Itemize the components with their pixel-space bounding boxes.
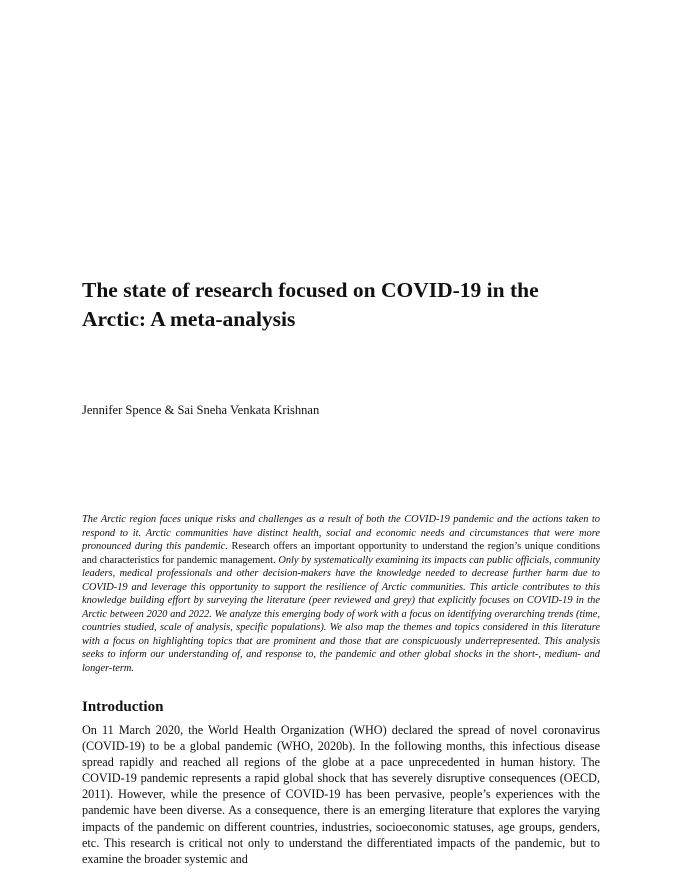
introduction-paragraph: On 11 March 2020, the World Health Organization (WHO) declared the spread of novel coronavirus (COVID-19) to be a global pandemic (WHO, 2020b). In the following months, this infectious disease spread rapidly and reached all regions of the globe at a pace unprecedented in human history. The COVID-19 pandemic represents a rapid global shock that has severely disruptive consequences (OECD, 2011). However, while the presence of COVID-19 has been pervasive, people’s experiences with the pandemic have been diverse. As a consequence, there is an emerging literature that explores the varying impacts of the pandemic on different countries, industries, socioeconomic statuses, age groups, genders, etc. This research is critical not only to understand the differentiated impacts of the pandemic, but to examine the broader systemic and — [82, 723, 600, 866]
paper-title: The state of research focused on COVID-19 in the Arctic: A meta-analysis — [82, 278, 539, 331]
introduction-heading: Introduction — [82, 699, 164, 715]
abstract-part-3: Only by systematically examining its impacts can public officials, community leaders, medical professionals and other decision-makers have the knowledge needed to decrease further harm due to COVID-19 and leverage this opportunity to support the resilience of Arctic communities. This article contributes to this knowledge building effort by surveying the literature (peer reviewed and grey) that explicitly focuses on COVID-19 in the Arctic between 2020 and 2022. We analyze this emerging body of work with a focus on identifying overarching trends (time, countries studied, scale of analysis, specific populations). We also map the themes and topics considered in this literature with a focus on highlighting topics that are prominent and those that are conspicuously underrepresented. This analysis seeks to inform our understanding of, and response to, the pandemic and other global shocks in the short-, medium- and longer-term. — [82, 554, 600, 674]
abstract-part-2: Research offers an important opportunity to understand the region’s unique conditions and characteristics for pandemic management. — [82, 541, 600, 566]
abstract-part-1: The Arctic region faces unique risks and challenges as a result of both the COVID-19 pandemic and the actions taken to respond to it. Arctic communities have distinct health, social and economic needs and circumstances that were more pronounced during this pandemic. — [82, 514, 600, 552]
paper-authors: Jennifer Spence & Sai Sneha Venkata Krishnan — [82, 403, 320, 417]
abstract — [82, 513, 600, 675]
